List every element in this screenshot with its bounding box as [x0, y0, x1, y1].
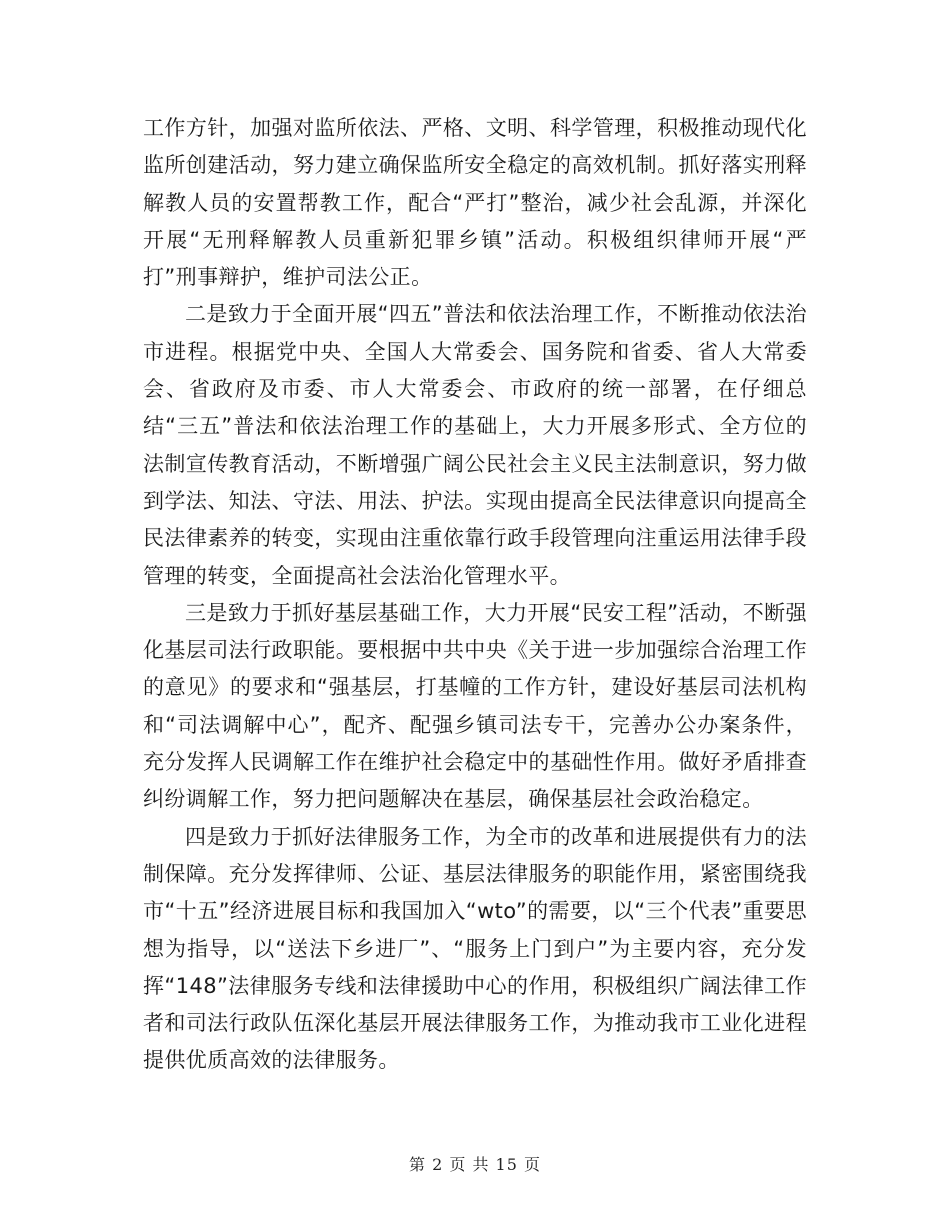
paragraph-point-two: 二是致力于全面开展“四五”普法和依法治理工作，不断推动依法治市进程。根据党中央、全国人大常委会、国务院和省委、省人大常委会、省政府及市委、市人大常委会、市政府的统一部署，在仔细总结“三五”普法和依法治理工作的基础上，大力开展多形式、全方位的法制宣传教育活动，不断增强广阔公民社会主义民主法制意识，努力做到学法、知法、守法、用法、护法。实现由提高全民法律意识向提高全民法律素养的转变，实现由注重依靠行政手段管理向注重运用法律手段管理的转变，全面提高社会法治化管理水平。 [143, 302, 807, 588]
page-number-footer: 第 2 页 共 15 页 [409, 1155, 541, 1174]
paragraph-continuation: 工作方针，加强对监所依法、严格、文明、科学管理，积极推动现代化监所创建活动，努力建立确保监所安全稳定的高效机制。抓好落实刑释解教人员的安置帮教工作，配合“严打”整治，减少社会乱源，并深化开展“无刑释解教人员重新犯罪乡镇”活动。积极组织律师开展“严打”刑事辩护，维护司法公正。 [143, 116, 807, 290]
paragraph-point-three: 三是致力于抓好基层基础工作，大力开展“民安工程”活动，不断强化基层司法行政职能。要根据中共中央《关于进一步加强综合治理工作的意见》的要求和“强基层，打基幢的工作方针，建设好基层司法机构和“司法调解中心”，配齐、配强乡镇司法专干，完善办公办案条件，充分发挥人民调解工作在维护社会稳定中的基础性作用。做好矛盾排查纠纷调解工作，努力把问题解决在基层，确保基层社会政治稳定。 [143, 600, 807, 812]
paragraph-point-four: 四是致力于抓好法律服务工作，为全市的改革和进展提供有力的法制保障。充分发挥律师、公证、基层法律服务的职能作用，紧密围绕我市“十五”经济进展目标和我国加入“wto”的需要，以“三个代表”重要思想为指导，以“送法下乡进厂”、“服务上门到户”为主要内容，充分发挥“148”法律服务专线和法律援助中心的作用，积极组织广阔法律工作者和司法行政队伍深化基层开展法律服务工作，为推动我市工业化进程提供优质高效的法律服务。 [143, 824, 807, 1073]
document-body [143, 110, 807, 1080]
